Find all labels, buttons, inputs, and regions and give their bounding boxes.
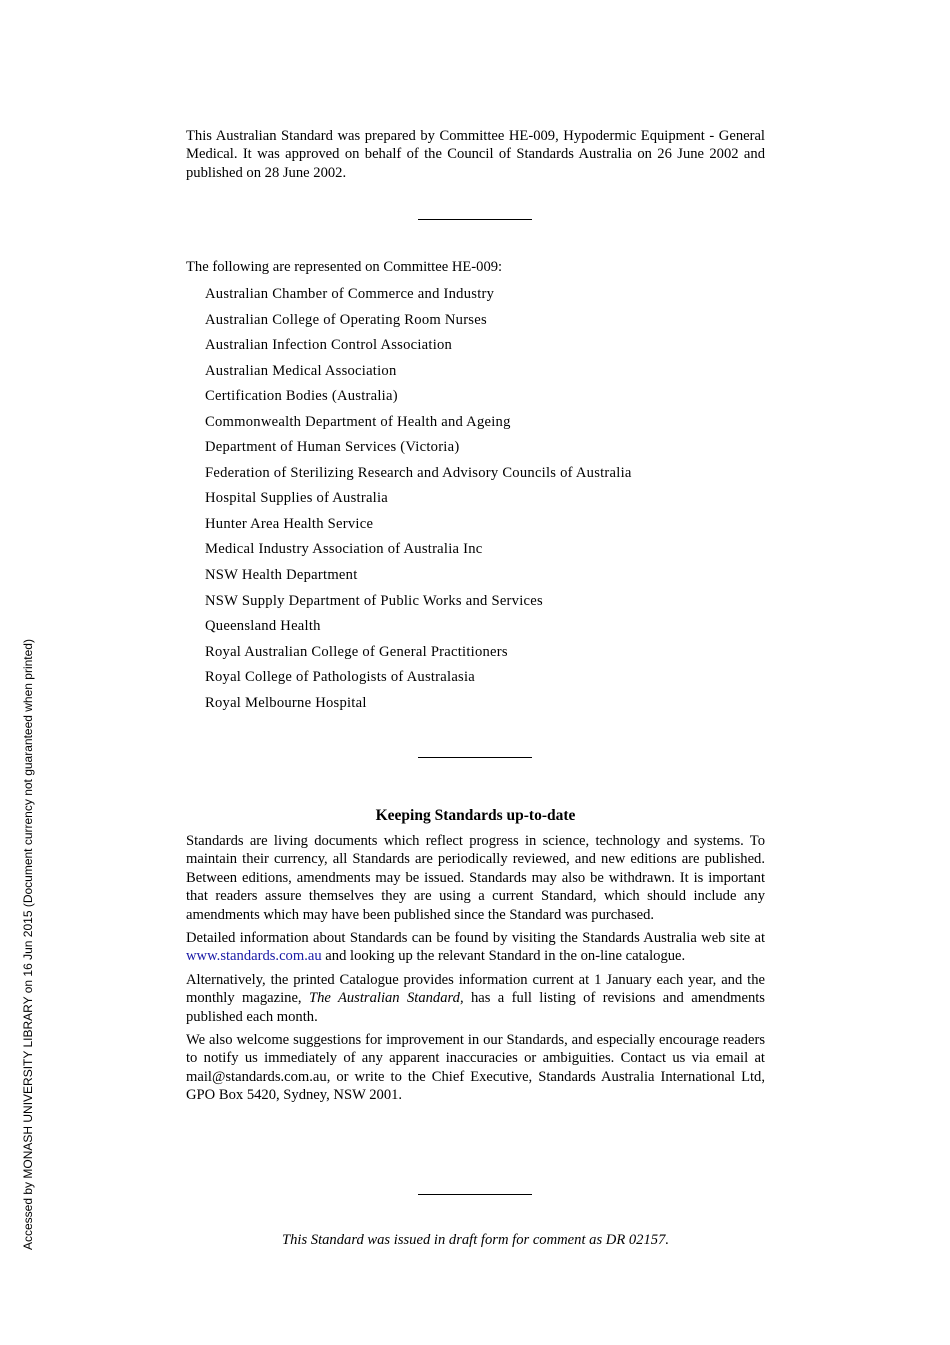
committee-member: Royal Melbourne Hospital (205, 694, 367, 711)
committee-member: Australian Medical Association (205, 362, 397, 379)
section-divider (418, 1194, 532, 1195)
keeping-standards-section (186, 806, 765, 1110)
committee-member: Medical Industry Association of Australia Inc (205, 541, 483, 558)
paragraph-suggestions: We also welcome suggestions for improvement in our Standards, and especially encourage readers to notify us immediately of any apparent inaccuracies or ambiguities. Contact us via email at mail@standards.com.au, or write to the Chief Executive, Standards Australia International Ltd, GPO Box 5420, Sydney, NSW 2001. (186, 1032, 765, 1104)
committee-member: NSW Health Department (205, 567, 358, 584)
committee-member: NSW Supply Department of Public Works and Services (205, 592, 543, 609)
committee-member: Hospital Supplies of Australia (205, 490, 389, 507)
committee-member: Australian Chamber of Commerce and Industry (205, 286, 495, 302)
committee-member: Hunter Area Health Service (205, 515, 374, 532)
committee-member: Certification Bodies (Australia) (205, 388, 398, 405)
committee-member: Royal College of Pathologists of Australasia (205, 669, 476, 686)
website-link[interactable]: www.standards.com.au (186, 948, 322, 965)
committee-member: Federation of Sterilizing Research and Advisory Councils of Australia (205, 464, 632, 481)
paragraph-living-documents: Standards are living documents which reflect progress in science, technology and systems. To maintain their currency, all Standards are periodically reviewed, and new editions are published. Between editions, amendments may be issued. Standards may also be withdrawn. It is important that readers assure themselves they are using a current Standard, which should include any amendments which may have been published since the Standard was purchased. (186, 833, 765, 923)
draft-footnote: This Standard was issued in draft form for comment as DR 02157. (281, 1232, 670, 1248)
access-watermark: Accessed by MONASH UNIVERSITY LIBRARY on 16 Jun 2015 (Document currency not guaranteed when printed) (21, 639, 35, 1250)
committee-member: Australian Infection Control Association (205, 337, 453, 354)
text-run: Alternatively, the printed Catalogue provides information current at 1 January each year, and the monthly magazine, (186, 971, 765, 1007)
text-run: , has a full listing of revisions and amendments published each month. (186, 990, 765, 1025)
committee-member-list (186, 282, 765, 716)
text-run: and looking up the relevant Standard in the on-line catalogue. (321, 948, 686, 965)
paragraph-website-info (186, 929, 765, 966)
committee-member: Australian College of Operating Room Nurses (205, 311, 487, 328)
committee-section (186, 257, 765, 716)
intro-paragraph: This Australian Standard was prepared by Committee HE-009, Hypodermic Equipment - General Medical. It was approved on behalf of the Council of Standards Australia on 26 June 2002 and published on 28 June 2002. (186, 128, 765, 181)
committee-member: Queensland Health (205, 618, 321, 635)
section-divider (418, 757, 532, 758)
section-divider (418, 219, 532, 220)
committee-lead: The following are represented on Committee HE-009: (186, 259, 503, 275)
text-run: Detailed information about Standards can be found by visiting the Standards Australia web site at (186, 930, 765, 947)
magazine-title: The Australian Standard (308, 990, 460, 1007)
section-heading: Keeping Standards up-to-date (375, 807, 576, 824)
committee-member: Department of Human Services (Victoria) (205, 439, 460, 456)
committee-member: Commonwealth Department of Health and Ageing (205, 413, 511, 430)
committee-member: Royal Australian College of General Practitioners (205, 643, 508, 660)
paragraph-catalogue (186, 971, 765, 1026)
